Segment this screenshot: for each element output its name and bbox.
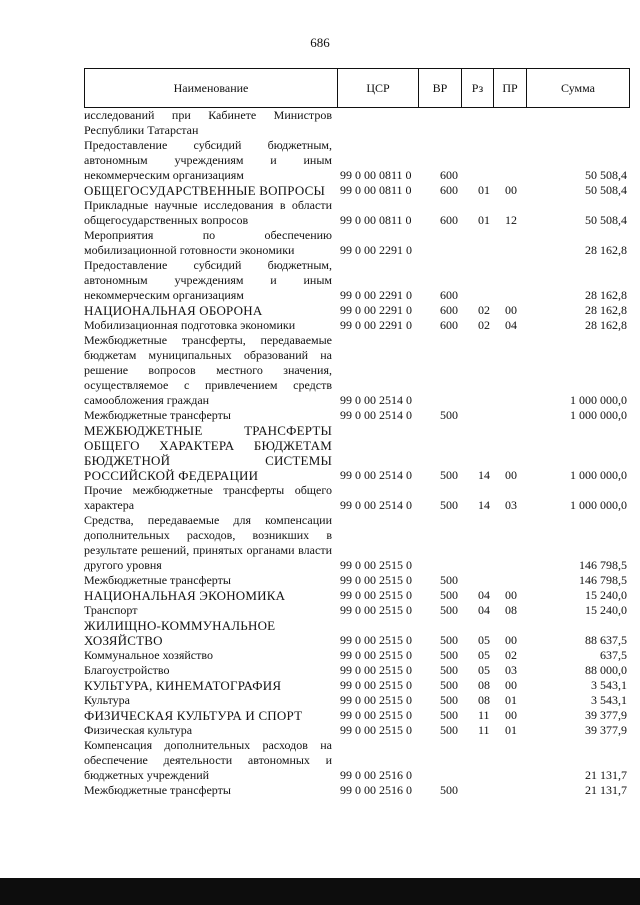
table-row bbox=[84, 138, 630, 183]
column-header-pr: ПР bbox=[494, 69, 527, 107]
table-row bbox=[84, 588, 630, 603]
row-csr: 99 0 00 2515 0 bbox=[340, 588, 412, 602]
row-vr: 500 bbox=[440, 498, 458, 512]
row-rz: 04 bbox=[478, 588, 490, 602]
row-sum: 28 162,8 bbox=[585, 288, 627, 302]
table-row bbox=[84, 738, 630, 783]
row-rz: 01 bbox=[478, 213, 490, 227]
row-name: Мероприятия по обеспечению мобилизационной готовности экономики bbox=[84, 228, 332, 257]
row-sum: 1 000 000,0 bbox=[570, 393, 627, 407]
row-pr: 00 bbox=[505, 183, 517, 197]
row-vr: 600 bbox=[440, 168, 458, 182]
row-csr: 99 0 00 2515 0 bbox=[340, 723, 412, 737]
row-csr: 99 0 00 2291 0 bbox=[340, 243, 412, 257]
row-vr: 600 bbox=[440, 288, 458, 302]
row-vr: 500 bbox=[440, 408, 458, 422]
row-vr: 500 bbox=[440, 588, 458, 602]
row-sum: 21 131,7 bbox=[585, 783, 627, 797]
row-pr: 08 bbox=[505, 603, 517, 617]
row-csr: 99 0 00 2291 0 bbox=[340, 288, 412, 302]
row-sum: 3 543,1 bbox=[591, 678, 627, 692]
scan-border bbox=[0, 878, 640, 905]
row-pr: 02 bbox=[505, 648, 517, 662]
table-row bbox=[84, 303, 630, 318]
table-row bbox=[84, 183, 630, 198]
row-vr: 600 bbox=[440, 213, 458, 227]
row-name: Культура bbox=[84, 693, 130, 707]
table-row bbox=[84, 513, 630, 573]
table-row bbox=[84, 228, 630, 258]
row-pr: 00 bbox=[505, 468, 517, 482]
table-row bbox=[84, 663, 630, 678]
row-csr: 99 0 00 2515 0 bbox=[340, 693, 412, 707]
row-rz: 05 bbox=[478, 633, 490, 647]
row-sum: 1 000 000,0 bbox=[570, 498, 627, 512]
row-rz: 08 bbox=[478, 693, 490, 707]
row-csr: 99 0 00 2515 0 bbox=[340, 663, 412, 677]
row-csr: 99 0 00 2515 0 bbox=[340, 678, 412, 692]
column-header-csr: ЦСР bbox=[338, 69, 419, 107]
row-name: Предоставление субсидий бюджетным, автономным учреждениям и иным некоммерческим организациям bbox=[84, 258, 332, 302]
row-pr: 03 bbox=[505, 663, 517, 677]
row-pr: 04 bbox=[505, 318, 517, 332]
row-name: Прикладные научные исследования в области общегосударственных вопросов bbox=[84, 198, 332, 227]
row-name: Прочие межбюджетные трансферты общего характера bbox=[84, 483, 332, 512]
row-rz: 05 bbox=[478, 663, 490, 677]
row-sum: 39 377,9 bbox=[585, 708, 627, 722]
row-pr: 03 bbox=[505, 498, 517, 512]
row-name: МЕЖБЮДЖЕТНЫЕ ТРАНСФЕРТЫ ОБЩЕГО ХАРАКТЕРА БЮДЖЕТАМ БЮДЖЕТНОЙ СИСТЕМЫ РОССИЙСКОЙ ФЕДЕРАЦИИ bbox=[84, 423, 332, 483]
row-pr: 00 bbox=[505, 303, 517, 317]
row-csr: 99 0 00 2515 0 bbox=[340, 648, 412, 662]
table-row bbox=[84, 723, 630, 738]
row-name: Межбюджетные трансферты bbox=[84, 573, 231, 587]
row-vr: 500 bbox=[440, 648, 458, 662]
table-row bbox=[84, 573, 630, 588]
row-csr: 99 0 00 2516 0 bbox=[340, 783, 412, 797]
row-vr: 600 bbox=[440, 183, 458, 197]
row-name: Транспорт bbox=[84, 603, 138, 617]
row-csr: 99 0 00 2514 0 bbox=[340, 393, 412, 407]
row-rz: 11 bbox=[478, 723, 490, 737]
row-rz: 14 bbox=[478, 468, 490, 482]
row-name: ОБЩЕГОСУДАРСТВЕННЫЕ ВОПРОСЫ bbox=[84, 183, 325, 198]
row-sum: 88 000,0 bbox=[585, 663, 627, 677]
row-csr: 99 0 00 2514 0 bbox=[340, 498, 412, 512]
row-rz: 11 bbox=[478, 708, 490, 722]
table-row bbox=[84, 648, 630, 663]
row-rz: 08 bbox=[478, 678, 490, 692]
row-rz: 01 bbox=[478, 183, 490, 197]
row-vr: 600 bbox=[440, 318, 458, 332]
table-row bbox=[84, 603, 630, 618]
row-name: НАЦИОНАЛЬНАЯ ОБОРОНА bbox=[84, 303, 263, 318]
row-csr: 99 0 00 0811 0 bbox=[340, 213, 412, 227]
row-rz: 02 bbox=[478, 318, 490, 332]
row-csr: 99 0 00 2515 0 bbox=[340, 603, 412, 617]
row-name: ЖИЛИЩНО-КОММУНАЛЬНОЕ ХОЗЯЙСТВО bbox=[84, 618, 276, 648]
row-rz: 14 bbox=[478, 498, 490, 512]
table-row bbox=[84, 318, 630, 333]
row-sum: 146 798,5 bbox=[579, 558, 627, 572]
row-vr: 500 bbox=[440, 633, 458, 647]
row-csr: 99 0 00 2291 0 bbox=[340, 303, 412, 317]
row-name: Коммунальное хозяйство bbox=[84, 648, 213, 662]
row-vr: 500 bbox=[440, 663, 458, 677]
row-sum: 146 798,5 bbox=[579, 573, 627, 587]
table-header bbox=[84, 68, 630, 108]
row-sum: 28 162,8 bbox=[585, 303, 627, 317]
row-sum: 88 637,5 bbox=[585, 633, 627, 647]
row-rz: 05 bbox=[478, 648, 490, 662]
row-name: Средства, передаваемые для компенсации дополнительных расходов, возникших в результате решений, принятых органами власти другого уровня bbox=[84, 513, 332, 572]
row-csr: 99 0 00 2291 0 bbox=[340, 318, 412, 332]
row-vr: 500 bbox=[440, 783, 458, 797]
row-pr: 00 bbox=[505, 588, 517, 602]
row-sum: 1 000 000,0 bbox=[570, 468, 627, 482]
row-vr: 500 bbox=[440, 708, 458, 722]
row-pr: 12 bbox=[505, 213, 517, 227]
row-csr: 99 0 00 2515 0 bbox=[340, 633, 412, 647]
row-name: Компенсация дополнительных расходов на обеспечение деятельности автономных и бюджетных учреждений bbox=[84, 738, 332, 782]
row-vr: 500 bbox=[440, 723, 458, 737]
column-header-name: Наименование bbox=[85, 69, 338, 107]
row-sum: 28 162,8 bbox=[585, 243, 627, 257]
row-vr: 500 bbox=[440, 678, 458, 692]
row-name: исследований при Кабинете Министров Республики Татарстан bbox=[84, 108, 332, 137]
row-csr: 99 0 00 0811 0 bbox=[340, 183, 412, 197]
row-sum: 15 240,0 bbox=[585, 588, 627, 602]
table-row bbox=[84, 408, 630, 423]
row-sum: 50 508,4 bbox=[585, 183, 627, 197]
row-sum: 50 508,4 bbox=[585, 213, 627, 227]
row-csr: 99 0 00 2514 0 bbox=[340, 468, 412, 482]
row-name: Предоставление субсидий бюджетным, автономным учреждениям и иным некоммерческим организациям bbox=[84, 138, 332, 182]
table-row bbox=[84, 333, 630, 408]
column-header-sum: Сумма bbox=[561, 80, 595, 95]
row-name: Благоустройство bbox=[84, 663, 170, 677]
row-sum: 50 508,4 bbox=[585, 168, 627, 182]
table-row bbox=[84, 108, 630, 138]
row-vr: 500 bbox=[440, 693, 458, 707]
row-name: Межбюджетные трансферты bbox=[84, 783, 231, 797]
table-row bbox=[84, 198, 630, 228]
table-body bbox=[84, 108, 630, 798]
table-row bbox=[84, 483, 630, 513]
row-pr: 01 bbox=[505, 693, 517, 707]
row-sum: 39 377,9 bbox=[585, 723, 627, 737]
row-name: НАЦИОНАЛЬНАЯ ЭКОНОМИКА bbox=[84, 588, 286, 603]
row-name: Мобилизационная подготовка экономики bbox=[84, 318, 296, 332]
table-row bbox=[84, 783, 630, 798]
row-pr: 00 bbox=[505, 633, 517, 647]
row-vr: 600 bbox=[440, 303, 458, 317]
row-pr: 00 bbox=[505, 678, 517, 692]
page-number: 686 bbox=[310, 35, 330, 50]
row-sum: 637,5 bbox=[600, 648, 627, 662]
row-name: Межбюджетные трансферты bbox=[84, 408, 231, 422]
row-sum: 3 543,1 bbox=[591, 693, 627, 707]
row-rz: 02 bbox=[478, 303, 490, 317]
row-name: ФИЗИЧЕСКАЯ КУЛЬТУРА И СПОРТ bbox=[84, 708, 303, 723]
row-name: КУЛЬТУРА, КИНЕМАТОГРАФИЯ bbox=[84, 678, 282, 693]
row-name: Межбюджетные трансферты, передаваемые бюджетам муниципальных образований на решение вопросов местного значения, осуществляемое с привлечением средств самообложения граждан bbox=[84, 333, 332, 407]
row-rz: 04 bbox=[478, 603, 490, 617]
row-sum: 28 162,8 bbox=[585, 318, 627, 332]
table-row bbox=[84, 708, 630, 723]
row-csr: 99 0 00 2515 0 bbox=[340, 708, 412, 722]
table-row bbox=[84, 618, 630, 648]
row-csr: 99 0 00 2515 0 bbox=[340, 558, 412, 572]
row-csr: 99 0 00 2514 0 bbox=[340, 408, 412, 422]
column-header-rz: Рз bbox=[462, 69, 494, 107]
row-sum: 15 240,0 bbox=[585, 603, 627, 617]
row-sum: 1 000 000,0 bbox=[570, 408, 627, 422]
row-csr: 99 0 00 2515 0 bbox=[340, 573, 412, 587]
row-vr: 500 bbox=[440, 603, 458, 617]
table-row bbox=[84, 258, 630, 303]
row-name: Физическая культура bbox=[84, 723, 193, 737]
row-pr: 00 bbox=[505, 708, 517, 722]
column-header-vr: ВР bbox=[419, 69, 462, 107]
row-csr: 99 0 00 0811 0 bbox=[340, 168, 412, 182]
table-row bbox=[84, 678, 630, 693]
table-row bbox=[84, 423, 630, 483]
row-vr: 500 bbox=[440, 468, 458, 482]
row-sum: 21 131,7 bbox=[585, 768, 627, 782]
row-pr: 01 bbox=[505, 723, 517, 737]
row-vr: 500 bbox=[440, 573, 458, 587]
row-csr: 99 0 00 2516 0 bbox=[340, 768, 412, 782]
table-row bbox=[84, 693, 630, 708]
